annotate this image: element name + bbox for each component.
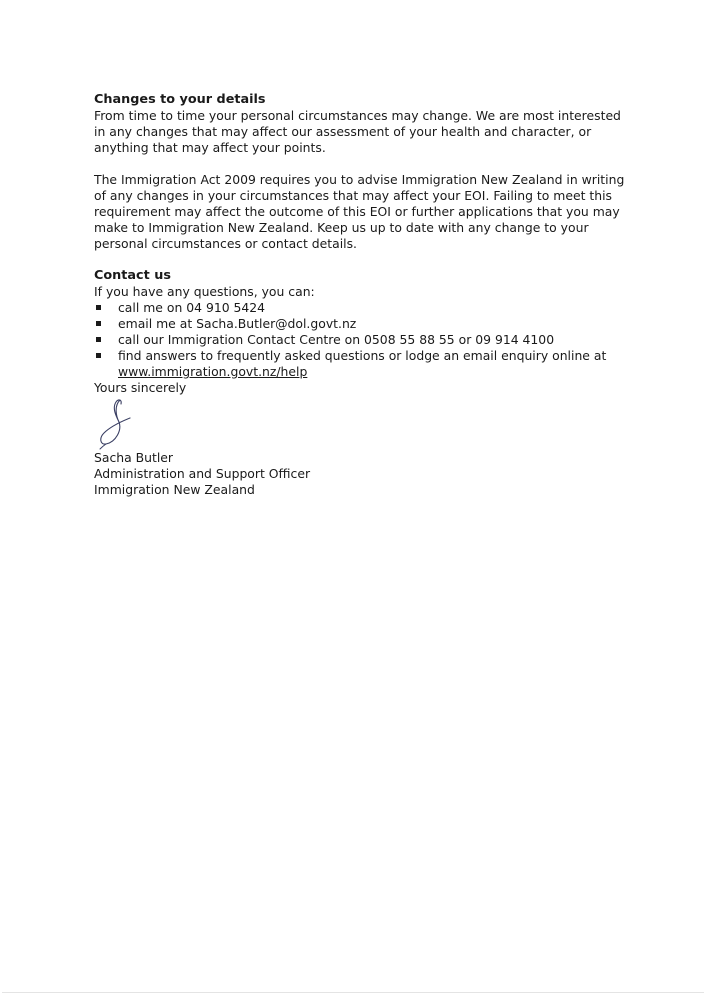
contact-heading: Contact us	[94, 268, 171, 283]
contact-list	[94, 300, 634, 380]
contact-centre-text: call our Immigration Contact Centre on 0508 55 88 55 or 09 914 4100	[118, 332, 555, 347]
changes-section	[94, 92, 634, 252]
changes-heading: Changes to your details	[94, 92, 266, 107]
signatory-name: Sacha Butler	[94, 450, 174, 465]
closing-section	[94, 380, 634, 498]
list-item	[94, 300, 634, 316]
bullet-icon	[96, 305, 101, 310]
page-bottom-edge	[2, 992, 704, 993]
letter-body	[94, 92, 634, 498]
changes-paragraph-2: The Immigration Act 2009 requires you to advise Immigration New Zealand in writing of any changes in your circumstances that may affect your EOI. Failing to meet this requirement may affect the outcome of this EOI or further applications that you may make to Immigration New Zealand. Keep us up to date with any change to your personal circumstances or contact details.	[94, 172, 625, 251]
list-item	[94, 348, 634, 380]
list-item	[94, 316, 634, 332]
bullet-icon	[96, 337, 101, 342]
signatory-title: Administration and Support Officer	[94, 466, 311, 481]
contact-online-text: find answers to frequently asked questions or lodge an email enquiry online at	[118, 348, 607, 363]
bullet-icon	[96, 321, 101, 326]
handwritten-signature-icon	[94, 398, 154, 450]
contact-email-text: email me at Sacha.Butler@dol.govt.nz	[118, 316, 357, 331]
signatory-organisation: Immigration New Zealand	[94, 482, 255, 497]
help-link[interactable]: www.immigration.govt.nz/help	[118, 364, 308, 379]
bullet-icon	[96, 353, 101, 358]
changes-paragraph-1: From time to time your personal circumstances may change. We are most interested in any changes that may affect our assessment of your health and character, or anything that may affect your points.	[94, 108, 621, 155]
salutation: Yours sincerely	[94, 380, 187, 395]
contact-phone-text: call me on 04 910 5424	[118, 300, 266, 315]
list-item	[94, 332, 634, 348]
contact-section	[94, 268, 634, 380]
contact-intro: If you have any questions, you can:	[94, 284, 315, 299]
